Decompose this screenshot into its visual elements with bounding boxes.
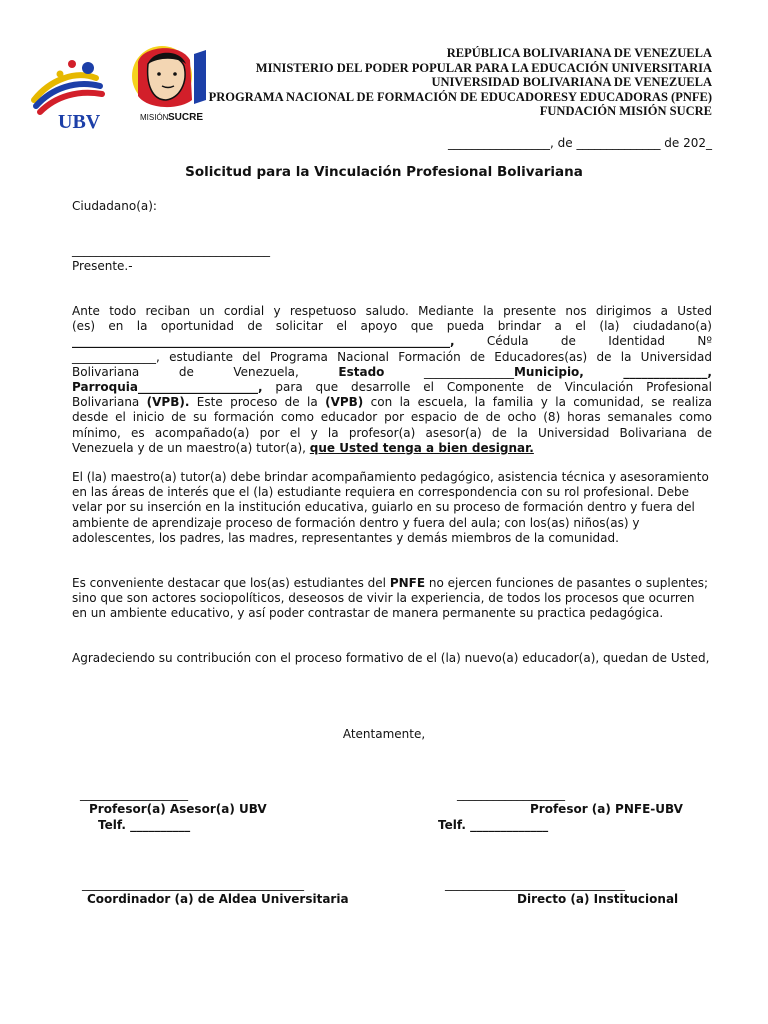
vpb-term: (VPB). [146,395,190,410]
paragraph-students [72,576,712,622]
text-fragment: para que desarrolle el Componente de Vinculación Profesional [275,379,712,394]
paragraph-request [72,304,712,456]
date-line: _________________, de ______________ de 202_ [448,136,712,150]
municipio-label: Municipio, [513,364,584,379]
text-fragment: con la escuela, la familia y la comunidad, se realiza [370,395,712,410]
director-title: Directo (a) Institucional [517,892,679,906]
presente-label: Presente.- [72,259,133,273]
text-line [72,395,712,410]
text-line [72,441,712,456]
pnfe-term: PNFE [389,576,426,590]
cedula-blank: ______________, [72,349,160,364]
text-line [72,365,712,380]
signature-line-pnfe: __________________ [457,787,565,801]
mision-wordmark: MISIÓN [140,113,169,122]
paragraph-thanks: Agradeciendo su contribución con el proceso formativo de el (la) nuevo(a) educador(a), quedan de Usted, [72,651,710,665]
closing-text: Atentamente, [342,727,426,741]
asesor-title: Profesor(a) Asesor(a) UBV [89,802,267,816]
cedula-label: Cédula de Identidad Nº [486,334,712,349]
header-line: FUNDACIÓN MISIÓN SUCRE [539,104,712,119]
text-line [72,350,712,365]
text-line [72,380,712,395]
text-fragment: Venezuela y de un maestro(a) tutor(a), [72,440,306,455]
document-title: Solicitud para la Vinculación Profesional Bolivariana [185,164,583,180]
signature-line-coordinador: _____________________________________ [82,877,304,891]
vpb-term: (VPB) [325,395,364,410]
text-line: mínimo, es acompañado(a) por el y la profesor(a) asesor(a) de la Universidad Bolivariana de [72,425,712,440]
sucre-wordmark: SUCRE [168,112,204,123]
estado-label: Estado [338,364,385,379]
recipient-label: Ciudadano(a): [72,199,157,213]
text-fragment: Bolivariana [72,395,140,410]
header-line: UNIVERSIDAD BOLIVARIANA DE VENEZUELA [431,75,712,90]
parroquia-blank: ____________________, [138,379,263,394]
text-fragment: Bolivariana de Venezuela, [72,364,299,379]
institution-header [172,46,712,119]
student-program-text: estudiante del Programa Nacional Formación de Educadores(as) de la Universidad [169,349,712,364]
coordinador-title: Coordinador (a) de Aldea Universitaria [87,892,349,906]
paragraph-tutor-role: El (la) maestro(a) tutor(a) debe brindar acompañamiento pedagógico, asistencia técnica y asesoramiento en las áreas de interés que el (la) estudiante requiera en correspondencia con su rol profesional. Debe velar por su inserción en la institución educativa, guiarlo en su proceso de formación dentro y fuera del ambiente de aprendizaje proceso de formación dentro y fuera del aula; con los(as) niños(as) y adolescentes, los padres, las madres, representantes y demás miembros de la comunidad. [72,470,709,545]
pnfe-phone: Telf. _____________ [438,818,549,832]
ubv-wordmark: UBV [58,111,101,130]
municipio-blank: ______________, [623,364,712,379]
recipient-blank: _________________________________ [72,243,270,257]
text-line: Ante todo reciban un cordial y respetuoso saludo. Mediante la presente nos dirigimos a Usted [72,304,712,318]
text-fragment: Es conveniente destacar que los(as) estudiantes del [72,576,386,590]
signature-line-director: ______________________________ [445,877,625,891]
header-line: REPÚBLICA BOLIVARIANA DE VENEZUELA [446,46,712,60]
estado-blank: _______________ [423,364,514,379]
text-fragment: no ejercen funciones de pasantes o suplentes; sino que son actores sociopolíticos, deseosos de vivir la experiencia, de todos los procesos que ocurren en un ambiente educativo, y así poder contrastar de manera permanente su practica pedagógica. [72,576,709,621]
asesor-phone: Telf. __________ [98,818,191,832]
text-line [72,334,712,349]
text-line: (es) en la oportunidad de solicitar el apoyo que pueda brindar a el (la) ciudadano(a) [72,319,712,334]
pnfe-title: Profesor (a) PNFE-UBV [530,802,683,816]
header-line: PROGRAMA NACIONAL DE FORMACIÓN DE EDUCADORESY EDUCADORAS (PNFE) [208,89,712,104]
header-line: MINISTERIO DEL PODER POPULAR PARA LA EDUCACIÓN UNIVERSITARIA [255,60,712,75]
student-name-blank: _______________________________________________________________, [72,334,455,349]
text-fragment: Este proceso de la [196,395,318,410]
text-line: desde el inicio de su formación como educador por espacio de de ocho (8) horas semanales como [72,410,712,425]
parroquia-label: Parroquia [72,379,138,394]
signature-line-asesor: __________________ [80,787,188,801]
designation-emphasis: que Usted tenga a bien designar. [309,440,534,455]
